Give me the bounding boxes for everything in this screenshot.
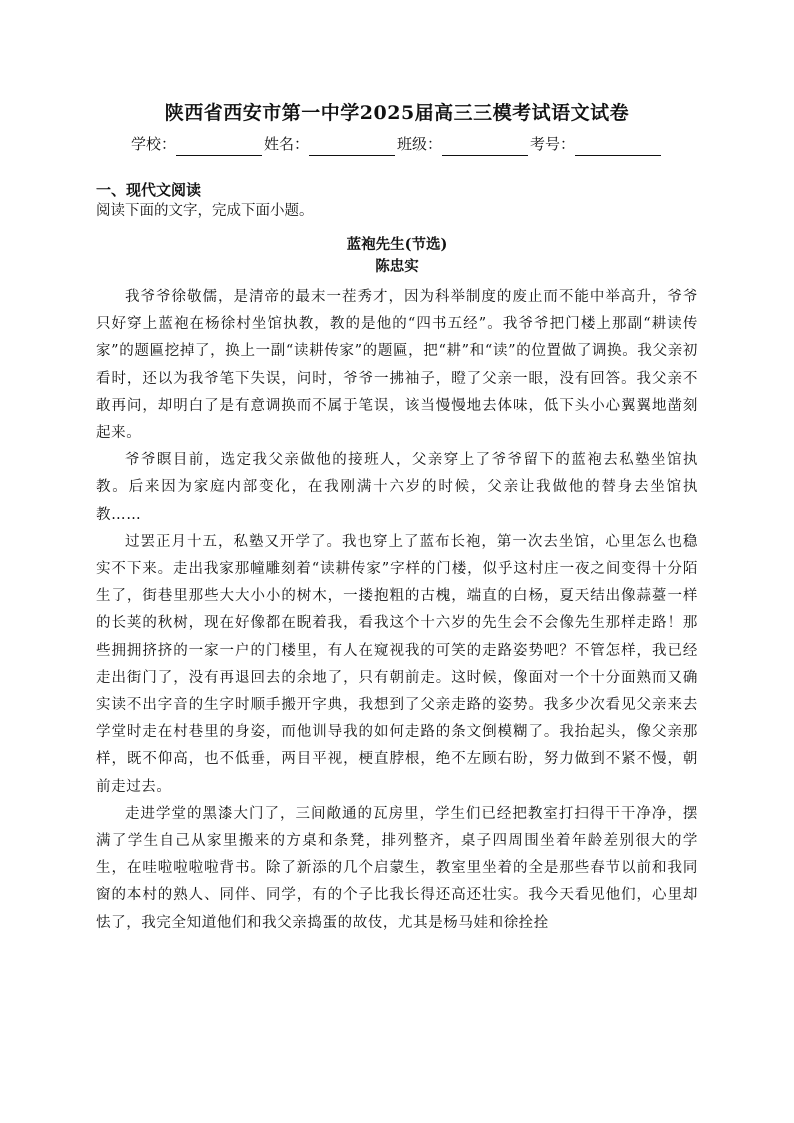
exam-number-blank [575,137,661,156]
article-author: 陈忠实 [375,258,419,275]
article-paragraph: 爷爷瞑目前，选定我父亲做他的接班人，父亲穿上了爷爷留下的蓝袍去私塾坐馆执教。后来因为家庭内部变化，在我刚满十六岁的时候，父亲让我做他的替身去坐馆执教…… [96,452,698,523]
article-title: 蓝袍先生(节选) [346,236,448,253]
section-instruction: 阅读下面的文字，完成下面小题。 [96,203,314,219]
section-heading: 一、现代文阅读 [96,181,202,199]
class-label: 班级： [397,135,443,153]
name-label: 姓名： [263,135,309,153]
article-paragraph: 我爷爷徐敬儒，是清帝的最末一茬秀才，因为科举制度的废止而不能中举高升，爷爷只好穿上蓝袍在杨徐村坐馆执教，教的是他的“四书五经”。我爷爷把门楼上那副“耕读传家”的题匾挖掉了，换上一副“读耕传家”的题匾，把“耕”和“读”的位置做了调换。我父亲初看时，还以为我爷笔下失误，问时，爷爷一拂袖子，瞪了父亲一眼，没有回答。我父亲不敢再问，却明白了是有意调换而不属于笔误，该当慢慢地去体味，低下头小心翼翼地凿刻起来。 [96,289,698,442]
exam-title: 陕西省西安市第一中学2025届高三三模考试语文试卷 [164,102,630,124]
article-paragraph: 过罢正月十五，私塾又开学了。我也穿上了蓝布长袍，第一次去坐馆，心里怎么也稳实不下来。走出我家那幢雕刻着“读耕传家”字样的门楼，似乎这村庄一夜之间变得十分陌生了，街巷里那些大大小小的树木，一搂抱粗的古槐，端直的白杨，夏天结出像蒜薹一样的长荚的秋树，现在好像都在睨着我，看我这个十六岁的先生会不会像先生那样走路！那些拥拥挤挤的一家一户的门楼里，有人在窥视我的可笑的走路姿势吧？不管怎样，我已经走出街门了，没有再退回去的余地了，只有朝前走。这时候，像面对一个十分面熟而又确实读不出字音的生字时顺手搬开字典，我想到了父亲走路的姿势。我多少次看见父亲来去学堂时走在村巷里的身姿，而他训导我的如何走路的条文倒模糊了。我抬起头，像父亲那样，既不仰高，也不低垂，两目平视，梗直脖根，绝不左顾右盼，努力做到不紧不慢，朝前走过去。 [96,533,698,795]
exam-number-label: 考号： [530,135,576,153]
school-label: 学校： [130,135,176,153]
school-blank [176,137,262,156]
name-blank [309,137,395,156]
class-blank [442,137,528,156]
student-info-line [96,132,698,156]
article-paragraph: 走进学堂的黑漆大门了，三间敞通的瓦房里，学生们已经把教室打扫得干干净净，摆满了学生自己从家里搬来的方桌和条凳，排列整齐，桌子四周围坐着年龄差别很大的学生，在哇啦啦啦啦背书。除了新添的几个启蒙生，教室里坐着的全是那些春节以前和我同窗的本村的熟人、同伴、同学，有的个子比我长得还高还壮实。我今天看见他们，心里却怯了，我完全知道他们和我父亲捣蛋的故伎，尤其是杨马娃和徐拴拴 [96,805,698,931]
